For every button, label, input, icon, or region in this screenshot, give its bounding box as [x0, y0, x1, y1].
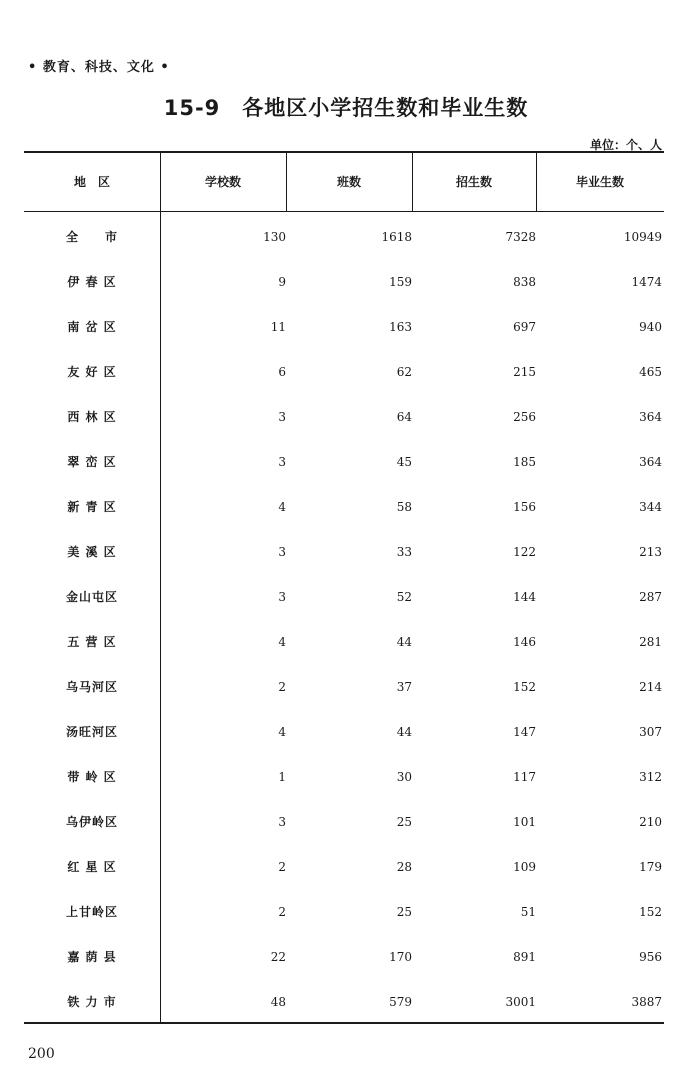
- region-cell: 南 岔 区: [67, 320, 117, 334]
- enrollment-cell: 51: [520, 905, 536, 919]
- graduates-cell: 281: [639, 635, 662, 649]
- graduates-cell: 312: [639, 770, 662, 784]
- graduates-cell: 10949: [623, 230, 662, 244]
- page-number: 200: [28, 1046, 55, 1062]
- region-cell: 伊 春 区: [67, 275, 117, 289]
- schools-cell: 4: [278, 635, 286, 649]
- classes-cell: 28: [396, 860, 412, 874]
- enrollment-cell: 185: [513, 455, 536, 469]
- graduates-cell: 344: [639, 500, 662, 514]
- enrollment-cell: 697: [513, 320, 536, 334]
- column-header-region: 地 区: [73, 175, 110, 189]
- table-row: [24, 214, 664, 259]
- enrollment-cell: 7328: [505, 230, 536, 244]
- enrollment-cell: 215: [513, 365, 536, 379]
- graduates-cell: 214: [639, 680, 662, 694]
- region-cell: 上甘岭区: [65, 905, 118, 919]
- column-header-classes: 班数: [336, 175, 361, 189]
- table-row: [24, 484, 664, 529]
- column-header-schools: 学校数: [204, 175, 241, 189]
- schools-cell: 11: [270, 320, 286, 334]
- enrollment-cell: 3001: [505, 995, 536, 1009]
- table-row: [24, 844, 664, 889]
- region-cell: 翠 峦 区: [67, 455, 117, 469]
- table-row: [24, 349, 664, 394]
- schools-cell: 2: [278, 680, 286, 694]
- schools-cell: 48: [270, 995, 286, 1009]
- table-row: [24, 754, 664, 799]
- graduates-cell: 307: [639, 725, 662, 739]
- table-body: [24, 214, 664, 1024]
- classes-cell: 30: [396, 770, 412, 784]
- classes-cell: 62: [396, 365, 412, 379]
- schools-cell: 3: [278, 815, 286, 829]
- table-row: [24, 934, 664, 979]
- schools-cell: 2: [278, 905, 286, 919]
- schools-cell: 3: [278, 590, 286, 604]
- classes-cell: 58: [396, 500, 412, 514]
- region-cell: 红 星 区: [67, 860, 117, 874]
- classes-cell: 44: [396, 635, 412, 649]
- region-cell: 全 市: [65, 230, 118, 244]
- schools-cell: 130: [263, 230, 286, 244]
- schools-cell: 4: [278, 500, 286, 514]
- table-row: [24, 529, 664, 574]
- region-cell: 乌马河区: [65, 680, 118, 694]
- graduates-cell: 210: [639, 815, 662, 829]
- classes-cell: 64: [396, 410, 412, 424]
- table-row: [24, 259, 664, 304]
- enrollment-cell: 109: [513, 860, 536, 874]
- schools-cell: 2: [278, 860, 286, 874]
- table-row: [24, 619, 664, 664]
- classes-cell: 1618: [381, 230, 412, 244]
- table-row: [24, 799, 664, 844]
- enrollment-cell: 838: [513, 275, 536, 289]
- enrollment-cell: 146: [513, 635, 536, 649]
- region-cell: 西 林 区: [67, 410, 117, 424]
- graduates-cell: 179: [639, 860, 662, 874]
- graduates-cell: 465: [639, 365, 662, 379]
- enrollment-cell: 152: [513, 680, 536, 694]
- enrollment-cell: 256: [513, 410, 536, 424]
- region-cell: 铁 力 市: [67, 995, 117, 1009]
- graduates-cell: 3887: [631, 995, 662, 1009]
- classes-cell: 25: [396, 905, 412, 919]
- classes-cell: 579: [389, 995, 412, 1009]
- schools-cell: 6: [278, 365, 286, 379]
- region-cell: 乌伊岭区: [65, 815, 118, 829]
- table-row: [24, 979, 664, 1024]
- region-cell: 友 好 区: [67, 365, 117, 379]
- unit-label: 单位：个、人: [589, 138, 662, 152]
- enrollment-cell: 144: [513, 590, 536, 604]
- enrollment-cell: 101: [513, 815, 536, 829]
- classes-cell: 45: [396, 455, 412, 469]
- schools-cell: 9: [278, 275, 286, 289]
- classes-cell: 44: [396, 725, 412, 739]
- schools-cell: 22: [270, 950, 286, 964]
- table-title: 15-9 各地区小学招生数和毕业生数: [163, 96, 529, 120]
- classes-cell: 37: [396, 680, 412, 694]
- region-cell: 金山屯区: [65, 590, 118, 604]
- table-row: [24, 709, 664, 754]
- graduates-cell: 364: [639, 410, 662, 424]
- classes-cell: 25: [396, 815, 412, 829]
- section-header: • 教育、科技、文化 •: [28, 60, 170, 75]
- classes-cell: 159: [389, 275, 412, 289]
- region-cell: 五 营 区: [67, 635, 117, 649]
- table-row: [24, 304, 664, 349]
- region-cell: 带 岭 区: [67, 770, 117, 784]
- column-header-enrollment: 招生数: [455, 175, 492, 189]
- graduates-cell: 287: [639, 590, 662, 604]
- schools-cell: 3: [278, 455, 286, 469]
- enrollment-cell: 117: [513, 770, 536, 784]
- classes-cell: 33: [396, 545, 412, 559]
- classes-cell: 170: [389, 950, 412, 964]
- graduates-cell: 152: [639, 905, 662, 919]
- enrollment-cell: 147: [513, 725, 536, 739]
- schools-cell: 3: [278, 410, 286, 424]
- region-cell: 汤旺河区: [65, 725, 118, 739]
- classes-cell: 163: [389, 320, 412, 334]
- region-cell: 嘉 荫 县: [67, 950, 117, 964]
- table-row: [24, 889, 664, 934]
- graduates-cell: 364: [639, 455, 662, 469]
- table-row: [24, 439, 664, 484]
- enrollment-cell: 156: [513, 500, 536, 514]
- region-cell: 新 青 区: [67, 500, 117, 514]
- graduates-cell: 956: [639, 950, 662, 964]
- table-row: [24, 664, 664, 709]
- schools-cell: 3: [278, 545, 286, 559]
- graduates-cell: 1474: [631, 275, 662, 289]
- column-header-graduates: 毕业生数: [575, 175, 624, 189]
- graduates-cell: 213: [639, 545, 662, 559]
- table-row: [24, 394, 664, 439]
- table-row: [24, 574, 664, 619]
- schools-cell: 1: [278, 770, 286, 784]
- enrollment-cell: 122: [513, 545, 536, 559]
- schools-cell: 4: [278, 725, 286, 739]
- enrollment-cell: 891: [513, 950, 536, 964]
- graduates-cell: 940: [639, 320, 662, 334]
- region-cell: 美 溪 区: [67, 545, 117, 559]
- classes-cell: 52: [396, 590, 412, 604]
